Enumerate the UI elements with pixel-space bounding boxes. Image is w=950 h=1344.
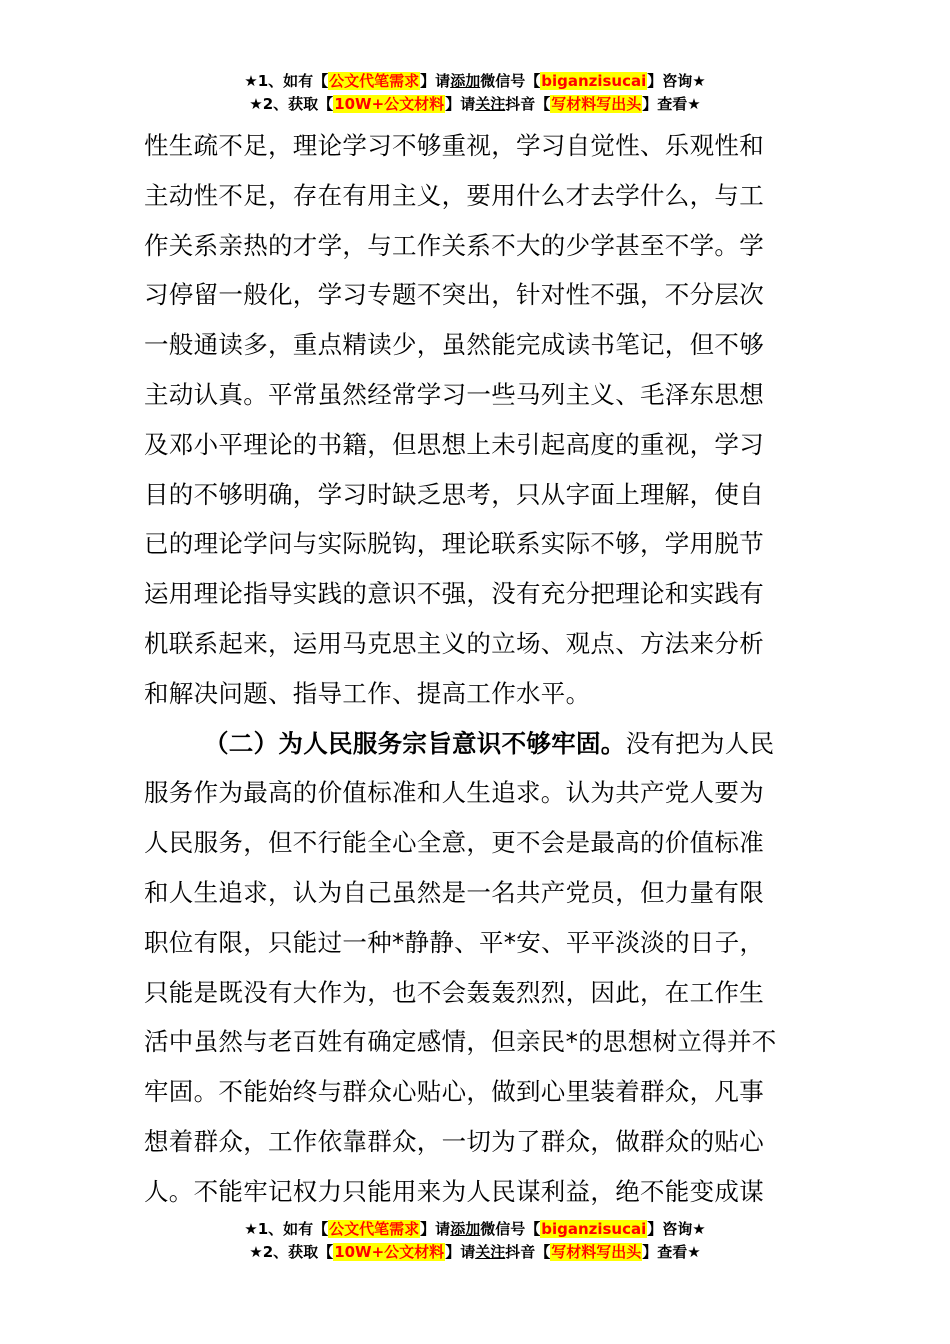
ad-text: 抖音【 — [505, 95, 551, 113]
section-heading-continuation: 没有把为人民 — [625, 728, 775, 758]
footer-ad-line-2 — [0, 1241, 950, 1264]
ad-prefix: ★2、获取【 — [249, 95, 334, 113]
paragraph-line: 想着群众，工作依靠群众，一切为了群众，做群众的贴心 — [144, 1126, 764, 1156]
paragraph-line: 人。不能牢记权力只能用来为人民谋利益，绝不能变成谋 — [144, 1176, 764, 1206]
ad-prefix: ★1、如有【 — [244, 72, 329, 90]
ad-text: 抖音【 — [505, 1243, 551, 1261]
ad-prefix: ★1、如有【 — [244, 1220, 329, 1238]
ad-suffix: 】查看★ — [642, 95, 701, 113]
document-body — [144, 121, 808, 1217]
ad-douyin-account: 写材料写出头 — [551, 95, 642, 113]
paragraph-line: 运用理论指导实践的意识不强，没有充分把理论和实践有 — [144, 579, 764, 609]
paragraph-line: 活中虽然与老百姓有确定感情，但亲民*的思想树立得并不 — [144, 1027, 777, 1057]
ad-text: 】请 — [420, 1220, 451, 1238]
section-heading: （二）为人民服务宗旨意识不够牢固。 — [204, 728, 626, 758]
header-ad — [0, 70, 950, 116]
ad-highlight-service: 公文代笔需求 — [329, 72, 420, 90]
footer-ad — [0, 1218, 950, 1264]
ad-douyin-account: 写材料写出头 — [551, 1243, 642, 1261]
ad-underlined-text: 关注 — [475, 1243, 506, 1261]
paragraph-line: 机联系起来，运用马克思主义的立场、观点、方法来分析 — [144, 628, 764, 658]
ad-wechat-id: biganzisucai — [541, 1220, 647, 1238]
paragraph-line: 服务作为最高的价值标准和人生追求。认为共产党人要为 — [144, 778, 764, 808]
paragraph-line: 主动性不足，存在有用主义，要用什么才去学什么，与工 — [144, 180, 764, 210]
paragraph-line: 作关系亲热的才学，与工作关系不大的少学甚至不学。学 — [144, 230, 764, 260]
header-ad-line-1 — [0, 70, 950, 93]
ad-text: 】请 — [445, 1243, 476, 1261]
ad-suffix: 】咨询★ — [647, 1220, 706, 1238]
paragraph-line: 主动认真。平常虽然经常学习一些马列主义、毛泽东思想 — [144, 379, 764, 409]
paragraph-line: 和解决问题、指导工作、提高工作水平。 — [144, 678, 591, 708]
paragraph-line: 职位有限，只能过一种*静静、平*安、平平淡淡的日子， — [144, 927, 765, 957]
ad-suffix: 】查看★ — [642, 1243, 701, 1261]
paragraph-line: 一般通读多，重点精读少，虽然能完成读书笔记，但不够 — [144, 330, 764, 360]
ad-underlined-text: 关注 — [475, 95, 506, 113]
paragraph-line: 和人生追求，认为自己虽然是一名共产党员，但力量有限 — [144, 877, 764, 907]
ad-underlined-text: 添加 — [450, 1220, 481, 1238]
ad-underlined-text: 添加 — [450, 72, 481, 90]
paragraph-line: 只能是既没有大作为，也不会轰轰烈烈，因此，在工作生 — [144, 977, 764, 1007]
ad-highlight-materials: 10W+公文材料 — [334, 1243, 445, 1261]
ad-text: 】请 — [445, 95, 476, 113]
ad-suffix: 】咨询★ — [647, 72, 706, 90]
ad-prefix: ★2、获取【 — [249, 1243, 334, 1261]
ad-text: 】请 — [420, 72, 451, 90]
ad-text: 微信号【 — [480, 72, 541, 90]
paragraph-line: 及邓小平理论的书籍，但思想上未引起高度的重视，学习 — [144, 429, 764, 459]
paragraph-line: 习停留一般化，学习专题不突出，针对性不强，不分层次 — [144, 280, 764, 310]
paragraph-line: 人民服务，但不行能全心全意，更不会是最高的价值标准 — [144, 828, 764, 858]
header-ad-line-2 — [0, 93, 950, 116]
paragraph-line: 已的理论学问与实际脱钩，理论联系实际不够，学用脱节 — [144, 529, 764, 559]
ad-text: 微信号【 — [480, 1220, 541, 1238]
paragraph-line: 目的不够明确，学习时缺乏思考，只从字面上理解，使自 — [144, 479, 764, 509]
ad-wechat-id: biganzisucai — [541, 72, 647, 90]
ad-highlight-materials: 10W+公文材料 — [334, 95, 445, 113]
paragraph-line: 性生疏不足，理论学习不够重视，学习自觉性、乐观性和 — [144, 131, 764, 160]
paragraph-line: 牢固。不能始终与群众心贴心，做到心里装着群众，凡事 — [144, 1077, 764, 1107]
section-heading-line — [144, 719, 808, 769]
ad-highlight-service: 公文代笔需求 — [329, 1220, 420, 1238]
footer-ad-line-1 — [0, 1218, 950, 1241]
